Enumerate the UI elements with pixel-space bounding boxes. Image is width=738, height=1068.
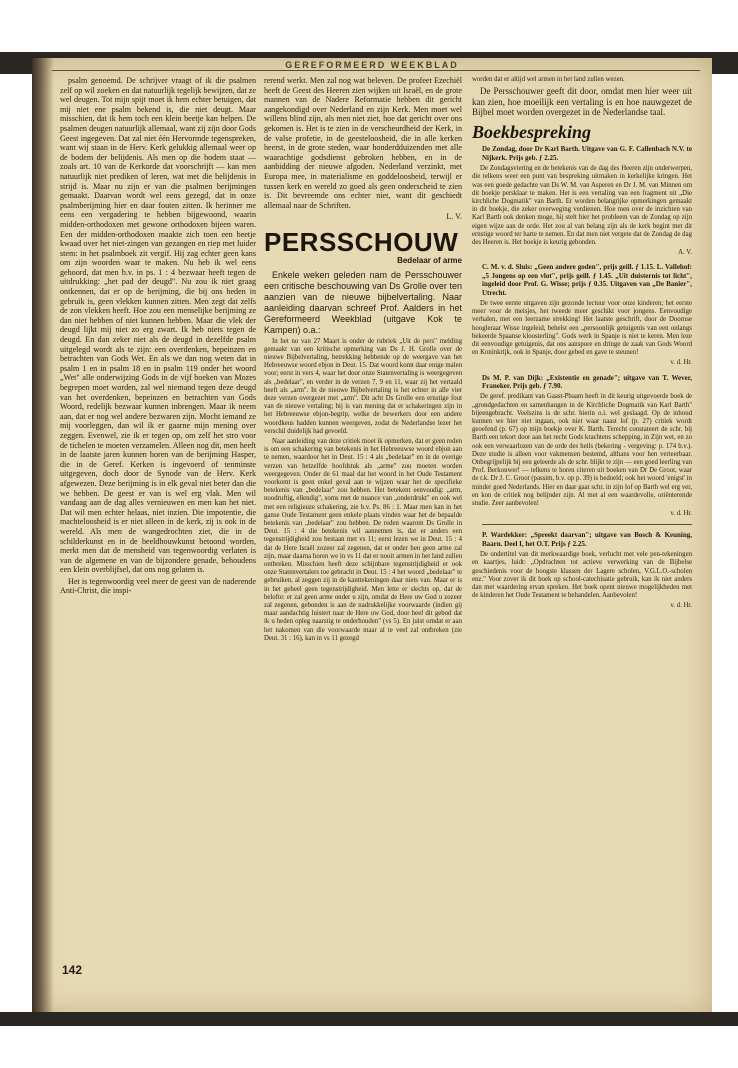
book-1-heading [482, 145, 692, 162]
header-rule [52, 70, 700, 71]
book-4-heading: P. Wardekker: „Spreekt daarvan"; uitgave van Bosch & Keuning, Baarn. Deel I, het O.T. Prijs ƒ 2.25. [482, 531, 692, 548]
book-2-signature: v. d. Hr. [670, 359, 692, 367]
book-2-review: De twee eerste uitgaven zijn gezonde lectuur voor onze kinderen; het eerste meer voor de meisjes, het tweede meer geschikt voor jongens. Eenvoudige verhalen, met een leerzame strekking! Het laatste geschrift, door de Doornse hoogleraar Wisse ingeleid, behelst een „persoonlijk getuigenis van een onlangs bekeerde Spaanse kloosterling". Gods werk in Spanje is niet te keren. Men leze dit eenvoudige getuigenis, dat ons aanspore en dringe de zaak van Gods Woord en Koninkrijk, ook in Spanje, door gebed en gave te steunen! [472, 299, 692, 357]
newspaper-page [32, 58, 712, 1016]
col3-intro: worden dat er altijd wel armen in het land zullen wezen. [472, 76, 625, 83]
running-header: GEREFORMEERD WEEKBLAD [285, 60, 459, 70]
book-3-signature: v. d. Hr. [670, 510, 692, 518]
section-title-boekbespreking: Boekbespreking [472, 121, 591, 142]
book-3-review: De geref. predikant van Gaast-Pbaam heeft in dit keurig uitgevoerde boek de „grondgedachten en samenhangen in de Kirchliche Dogmatik van Karl Barth" bijeengebracht. Veelszins is de schr. hierin o.i. wel geslaagd. Op de inhoud kunnen we hier niet ingaan, ook niet waar naast lof (p. 27) critiek wordt geoefend (p. 67) op mijn boekje over K. Barth. Terecht constateert de schr. bij Barth een tekort door aan het recht Gods krachtens schepping, in Zijn wet, en zo ook een verwaarlozen van de orde des heils (bekering - vergeving: p. 174 b.v.). Deze studie is alleen voor vakmensen bestemd, althans voor hen verteerbaar. Onbegrijpelijk bij een geleerde als de schr. blijkt te zijn — een goed leerling van Prof. Berkouwer! — telkens te horen citeren uit boeken van Dr De Groot, waar de r.k. Dr J. C. Groot (passim, b.v. op p. 39) is bedoeld; ook het woord 'enigst' in minder goed Nederlands. Hier en daar gaat schr. in zijn lof op Barth wel erg ver, en kon de critiek nog belijnder zijn. Al met al een waardevolle, oriënterende studie. Zeer aanbevolen! [472, 393, 692, 508]
section-subtitle: Bedelaar of arme [397, 255, 462, 265]
book-1-heading-text: De Zondag, door Dr Karl Barth. Uitgave van G. F. Callenbach N.V. te Nijkerk. Prijs geb. ƒ 2.25. [482, 145, 692, 162]
book-1-signature: A. V. [678, 249, 692, 257]
persschouw-quote [264, 338, 462, 644]
persschouw-quote-p2: Naar aanleiding van deze critiek moet ik opmerken, dat er geen reden is om een schakering van betekenis in het Hebreeuwse woord ebjon aan te nemen, waardoor het in Deut. 15 : 4 als „bedelaar" en in de overige verzen van hetzelfde hoofdstuk als „arme" zou moeten worden weergegeven. Onder de 61 maal dat het woord in het Oude Testament voorkomt is geen enkel geval aan te wijzen waar het de specifieke betekenis van „bedelaar" zou hebben. Het betekent eenvoudig: „arm, noodruftig, ellendig", soms met de nuance van „onderdrukt" en ook wel met een religieuze schakering, zie b.v. Ps. 86 : 1. Maar men kan in het ganse Oude Testament geen enkele plaats vinden waar het de bepaalde betekenis van „bedelaar" zou hebben. De reden waarom Ds Grolle in Deut. 15 : 4 die betekenis wil aannemen is, dat er anders een tegenstrijdigheid zou bestaan met vs 11; eerst lezen we in Deut. 15 : 4 dat de Here Israël zozeer zal zegenen, dat er onder hen geen arme zal zijn, maar daarna horen we in vs 11 dat er nooit armen in het land zullen ontbreken. Misschien heeft deze schijnbare tegenstrijdigheid er ook onze Statenvertalers toe gebracht in Deut. 15 : 4 het woord „bedelaar" te gebruiken, al zeggen zij in de kanttekeningen daar niets van. Maar er is in het geheel geen tegenstrijdigheid. Men lette er slechts op, dat de belofte: er zal geen arme onder u zijn, omdat de Here uw God u zozeer zal zegenen, gebonden is aan de nadrukkelijke voorwaarde (indien gij maar aandachtig luistert naar de Here uw God, door heel dit gebod dat ik u heden opleg naarstig te onderhouden" (vs 5). En juist omdat er aan het nakomen van die voorwaarde maar al te veel zal ontbreken (zie Deut. 31 : 16), kan in vs 11 gezegd [264, 437, 462, 642]
scan-border-bottom [0, 1012, 738, 1026]
col2-intro: rerend werkt. Men zal nog wat beleven. De profeet Ezechiël heeft de Geest des Heeren zien wijken uit Israël, en de grote mannen van de Nadere Reformatie hebben dit gericht aangekondigd over Nederland en zijn Kerk. Men moet wel willens blind zijn, als men niet ziet, hoe dat gericht over ons gekomen is. Het is te zien in de verscheurdheid der Kerk, in de valse profetie, in de geesteloosheid, die in alle kerken heerst, in de grote steden, waar honderdduizenden met alle waarachtige godsdienst gebroken hebben, en in de aanbidding der nieuwe afgoden. Nederland verzinkt, met Europa mee, in materialisme en goddeloosheid, terwijl er tussen kerk en wereld zo goed als geen onderscheid te zien is. Dit bevreemde ons echter niet, want dit geschiedt allemaal naar de Schriften. [264, 76, 462, 210]
persschouw-quote-p1: In het no van 27 Maart is onder de rubriek „Uit de pers" melding gemaakt van een kritische opmerking van Ds J. H. Grolle over de nieuwe Bijbelvertaling, betrekking hebbende op de weergave van het Hebreeuwse woord ebjon in Deut. 15. Dat woord komt daar enige malen voor; eerst in vers 4, waar het door onze Statenvertaling is weergegeven als „bedelaar", en verder in de verzen 7, 9 en 11, waar zij het vertaald heeft als „arm". In de nieuwe Bijbelvertaling is het echter in alle vier deze verzen overgezet met „arm". Dit acht Ds Grolle een ernstige fout van de nieuwe vertaling; hij is van mening dat er schakeringen zijn in het Hebreeuwse ebjon-begrip, welke de bewerkers door een andere woordkeus hadden kunnen weergeven, zodat de Nederlandse lezer het verschil duidelijk had gevoeld. [264, 337, 462, 435]
binding-shadow [32, 58, 54, 1016]
book-4-review: De ondertitel van dit merkwaardige boek, verlucht met vele pen-tekeningen en kaartjes, luidt: „Opdrachten tot actieve verwerking van de Bijbelse geschiedenis voor de hoogste klassen der Lagere scholen, V.G.L.O.-scholen enz." Voor zover ik dit boek op school-catechisatie gebruik, kan ik niet anders dan met waardering ervan spreken. Het boek opent nieuwe mogelijkheden met de kinderen het Oude Testament te behandelen. Aanbevolen! [472, 551, 692, 600]
col3-intro-2: De Persschouwer geeft dit door, omdat men hier weer uit kan zien, hoe moeilijk een vertaling is en hoe nauwgezet de Bijbel moet worden overgezet in de Nederlandse taal. [472, 86, 692, 118]
col2-intro-signature: L. V. [446, 212, 462, 222]
review-divider [482, 524, 692, 525]
persschouw-lead: Enkele weken geleden nam de Persschouwer een critische beschouwing van Ds Grolle over ten aanzien van de nieuwe bijbelvertaling. Naar aanleiding daarvan schreef Prof. Aalders in het Gereformeerd Weekblad (uitgave Kok te Kampen) o.a.: [264, 269, 462, 335]
section-title-persschouw: PERSSCHOUW [264, 226, 459, 257]
book-3-heading: Ds M. P. van Dijk: „Existentie en genade"; uitgave van T. Wever, Franeker. Prijs geb. ƒ 7.90. [482, 373, 692, 390]
column-left [60, 76, 256, 966]
column-middle [264, 76, 462, 966]
book-2-heading: C. M. v. d. Sluis: „Geen andere goden", prijs geill. ƒ 1.15. L. Vallehof: „5 Jongens op een vlot", prijs geill. ƒ 1.45. „Uit duisternis tot licht", ingeleid door Prof. G. Wisse; prijs ƒ 0.35. Uitgaven van „De Banier", Utrecht. [482, 263, 692, 297]
book-4-signature: v. d. Hr. [670, 602, 692, 610]
book-1-review: De Zondagsviering en de betekenis van de dag des Heeren zijn onderwerpen, die telkens weer een punt van bespreking uitmaken in kerkelijke kringen. Het was een goede gedachte van Ds W. M. van Asperen en Dr J. M. van Minnen om dit boekje persklaar te maken. Het is een vertaling van een fragment uit „Die kirchliche Dogmatik" van Barth. Er worden belangrijke opmerkingen gemaakt in dit boekje, die zeker overweging verdienen. Hoe men over de inzichten van Karl Barth ook denken moge, hij stelt hier het probleem van de Zondag op zijn eigen wijze aan de orde. Het zou al van belang zijn als de kerk begint met dit ernstige woord ter harte te nemen. En dat men niet vergete dat de Zondag de dag des Heeren is. Het boekje is keurig gebonden. [472, 165, 692, 246]
page-number: 142 [62, 963, 83, 977]
col1-paragraph-2: Het is tegenwoordig veel meer de geest van de naderende Anti-Christ, die inspi- [60, 576, 256, 596]
col1-paragraph-1: psalm genoemd. De schrijver vraagt of ik die psalmen zelf op wil zoeken en dat natuurlijk tegelijk bewijzen, dat ze wel deugen. Tot mijn spijt moet ik hem echter betuigen, dat mij niet ene psalm bekend is, die niet deugt. Maar misschien, dat ik hem toch een klein beetje kan helpen. De psalmen deugen natuurlijk allemaal, want zij zijn door Gods Geest ingegeven. Dat zal niet één Hervormde tegenspreken, want wij staan in de Herv. Kerk gelukkig allemaal weer op de bodem der belijdenis. Als men op die bodem staat — zoals art. 10 van de Kerkorde dat voorschrijft — kan men natuurlijk niet prediken of leren, wat met die belijdenis in strijd is. Maar nu zijn er van die psalmen berijmingen gemaakt. Daarvan wordt wel eens gezegd, dat in onze psalmberijming hier en daar fouten zitten. Ik herinner me eens een vergadering te hebben bijgewoond, waarin midden-orthodoxen met gewone orthodoxen bijeen waren. Een der midden-orthodoxen maakte zich toen een beetje kwaad over het niet-zingen van gezangen en riep met luider stem: in het psalmboek zit vergif. Hij zag echter geen kans om zijn woorden waar te maken. Nu heb ik wel eens gehoord, dat men b.v. in ps. 1 : 4 bezwaar heeft tegen de uitdrukking: „het pad der deugd". Nu zou ik niet graag ontkennen, dat er op de berijming, die bij ons heden in gebruik is, geen vlekken kunnen zitten. Men zegt dat zelfs de zon vlekken heeft. Hoe zou een menselijke berijming ze dan niet hebben of niet kunnen hebben. Maar die vlek der deugd lijkt mij niet zo erg zwart. Ik heb niets tegen de deugd. En dan zeker niet als de deugd in dezelfde psalm uitgelegd wordt als te zijn: een overdenken, bepeinzen en betrachten van Gods Wet. En als we dan nog weten dat in psalm 1 en in psalm 18 en in psalm 119 onder het woord „Wet" alle onderwijzing Gods in de vijf boeken van Mozes begrepen moet worden, zal wel niemand tegen deze deugd van het overdenken, bepeinzen en betrachten van Gods Woord, redelijk bezwaar kunnen inbrengen. Maar ik neem aan, dat er nog wel andere bezwaren zijn. Mocht iemand ze mij voorleggen, dan wil ik er gaarne mijn mening over zeggen. Evenwel, zie ik er tegen op, om zelf het stro voor de tichelen te moeten verzamelen. Alleen nog dit, men heeft in de laatste jaren kunnen horen van de berijming Hasper, die in de Geref. Kerken is ingevoerd of tenminste uitgegeven, doch door de Synode van de Herv. Kerk afgewezen. Deze berijming is in elk geval niet beter dan die we hebben. De geest er van is wel erg vlak. Men wil vandaag aan de dag alles vernieuwen en men kan het niet. Dat wil men echter helaas, niet inzien. Die impotentie, die machteloosheid is er niet alleen in de kerk, zij is ook in de wereld. Als men de wangedrochten ziet, die in de schilderkunst en in de beeldhouwkunst betoond worden, merkt men dat de mensheid van tegenwoordig verlaten is van de algemene en van de bijzondere genade, behoudens een klein overblijfsel, dat ons nog gelaten is. [60, 76, 256, 575]
column-right [472, 76, 692, 966]
